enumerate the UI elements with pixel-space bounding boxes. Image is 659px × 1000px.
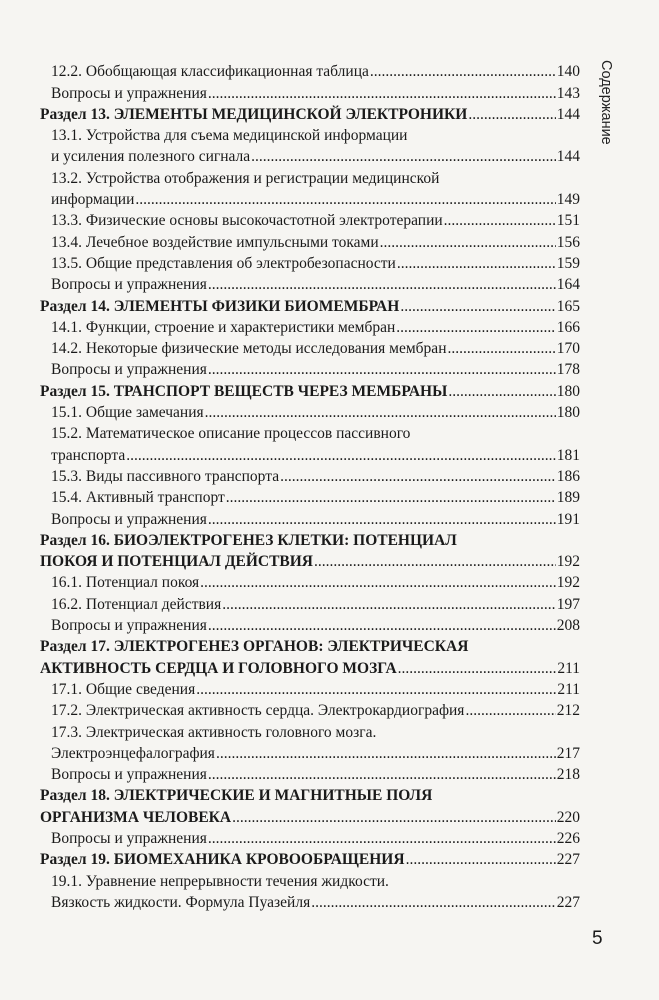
- toc-leader-dots: [448, 338, 556, 359]
- toc-section-row: [40, 104, 580, 125]
- toc-entry-row: [40, 167, 580, 188]
- toc-entry-row: [40, 593, 580, 614]
- toc-section-row: [40, 657, 580, 678]
- toc-entry-row: [40, 231, 580, 252]
- toc-entry-row: [40, 679, 580, 700]
- toc-section-title: АКТИВНОСТЬ СЕРДЦА И ГОЛОВНОГО МОЗГА: [40, 659, 397, 677]
- toc-section-title: Раздел 13. ЭЛЕМЕНТЫ МЕДИЦИНСКОЙ ЭЛЕКТРОНИКИ: [40, 105, 468, 123]
- toc-section-row: [40, 530, 580, 551]
- toc-section-title: Раздел 19. БИОМЕХАНИКА КРОВООБРАЩЕНИЯ: [40, 851, 405, 869]
- toc-entry-title: 16.1. Потенциал покоя: [51, 574, 200, 592]
- toc-leader-dots: [444, 210, 556, 231]
- toc-section-title: ОРГАНИЗМА ЧЕЛОВЕКА: [40, 808, 232, 826]
- toc-entry-row: [40, 764, 580, 785]
- toc-page-number: 192: [556, 553, 580, 571]
- toc-page-number: 192: [556, 574, 580, 592]
- toc-page-number: 165: [556, 297, 580, 315]
- toc-leader-dots: [208, 828, 556, 849]
- toc-section-title: Раздел 17. ЭЛЕКТРОГЕНЕЗ ОРГАНОВ: ЭЛЕКТРИЧЕСКАЯ: [40, 638, 469, 656]
- toc-leader-dots: [398, 658, 557, 679]
- toc-entry-title: 13.5. Общие представления об электробезопасности: [51, 254, 396, 272]
- toc-leader-dots: [406, 849, 556, 870]
- toc-leader-dots: [216, 743, 556, 764]
- toc-entry-row: [40, 189, 580, 210]
- toc-entry-title: 13.1. Устройства для съема медицинской информации: [51, 127, 408, 145]
- toc-entry-row: [40, 572, 580, 593]
- toc-entry-row: [40, 253, 580, 274]
- toc-page-number: 151: [556, 212, 580, 230]
- toc-page-number: 186: [556, 467, 580, 485]
- toc-entry-title: 13.2. Устройства отображения и регистрации медицинской: [51, 169, 440, 187]
- toc-entry-row: [40, 338, 580, 359]
- toc-page-number: 189: [556, 489, 580, 507]
- toc-leader-dots: [208, 615, 556, 636]
- toc-leader-dots: [208, 274, 556, 295]
- toc-section-title: Раздел 14. ЭЛЕМЕНТЫ ФИЗИКИ БИОМЕМБРАН: [40, 297, 400, 315]
- toc-page-number: 164: [556, 276, 580, 294]
- toc-page-number: 211: [557, 680, 580, 698]
- toc-page-number: 140: [556, 63, 580, 81]
- toc-entry-title: Вопросы и упражнения: [51, 829, 207, 847]
- toc-page-number: 170: [556, 340, 580, 358]
- toc-leader-dots: [396, 317, 555, 338]
- toc-leader-dots: [208, 359, 556, 380]
- toc-entry-title: 15.1. Общие замечания: [51, 404, 204, 422]
- toc-entry-title: Вязкость жидкости. Формула Пуазейля: [51, 893, 311, 911]
- toc-page-number: 143: [556, 84, 580, 102]
- toc-leader-dots: [280, 466, 556, 487]
- toc-leader-dots: [135, 189, 555, 210]
- toc-entry-row: [40, 317, 580, 338]
- toc-leader-dots: [226, 487, 556, 508]
- toc-page-number: 178: [556, 361, 580, 379]
- toc-leader-dots: [196, 679, 556, 700]
- toc-entry-title: информации: [51, 191, 135, 209]
- toc-leader-dots: [222, 594, 556, 615]
- toc-entry-row: [40, 892, 580, 913]
- toc-entry-row: [40, 466, 580, 487]
- toc-entry-title: Вопросы и упражнения: [51, 617, 207, 635]
- table-of-contents: [40, 61, 580, 913]
- toc-entry-row: [40, 402, 580, 423]
- toc-entry-title: 17.1. Общие сведения: [51, 680, 196, 698]
- running-header: Содержание: [598, 60, 614, 145]
- toc-section-title: Раздел 18. ЭЛЕКТРИЧЕСКИЕ И МАГНИТНЫЕ ПОЛЯ: [40, 787, 433, 805]
- toc-entry-title: 17.3. Электрическая активность головного мозга.: [51, 723, 377, 741]
- toc-entry-row: [40, 700, 580, 721]
- toc-leader-dots: [251, 146, 556, 167]
- toc-entry-row: [40, 359, 580, 380]
- toc-entry-row: [40, 274, 580, 295]
- toc-page-number: 226: [556, 829, 580, 847]
- toc-leader-dots: [314, 551, 556, 572]
- toc-entry-row: [40, 721, 580, 742]
- toc-entry-row: [40, 146, 580, 167]
- toc-entry-title: 15.4. Активный транспорт: [51, 489, 225, 507]
- toc-page-number: 217: [556, 744, 580, 762]
- toc-section-row: [40, 295, 580, 316]
- toc-entry-title: Вопросы и упражнения: [51, 766, 207, 784]
- toc-entry-row: [40, 210, 580, 231]
- toc-entry-title: 13.3. Физические основы высокочастотной электротерапии: [51, 212, 443, 230]
- toc-entry-row: [40, 615, 580, 636]
- toc-leader-dots: [400, 296, 555, 317]
- toc-entry-title: транспорта: [51, 446, 126, 464]
- toc-entry-title: Вопросы и упражнения: [51, 361, 207, 379]
- toc-leader-dots: [468, 104, 555, 125]
- toc-page-number: 180: [556, 382, 580, 400]
- toc-section-title: Раздел 16. БИОЭЛЕКТРОГЕНЕЗ КЛЕТКИ: ПОТЕНЦИАЛ: [40, 531, 457, 549]
- toc-leader-dots: [208, 83, 556, 104]
- toc-page-number: 166: [556, 318, 580, 336]
- toc-section-row: [40, 636, 580, 657]
- toc-section-row: [40, 849, 580, 870]
- toc-page-number: 227: [556, 851, 580, 869]
- toc-page-number: 211: [557, 659, 580, 677]
- toc-entry-title: 13.4. Лечебное воздействие импульсными токами: [51, 233, 379, 251]
- toc-entry-title: 19.1. Уравнение непрерывности течения жидкости.: [51, 872, 389, 890]
- toc-page-number: 180: [556, 404, 580, 422]
- toc-leader-dots: [126, 445, 556, 466]
- toc-entry-title: Электроэнцефалография: [51, 744, 215, 762]
- toc-entry-title: 15.2. Математическое описание процессов пассивного: [51, 425, 411, 443]
- toc-leader-dots: [232, 807, 556, 828]
- toc-page-number: 159: [556, 254, 580, 272]
- toc-page-number: 149: [556, 191, 580, 209]
- toc-page-number: 220: [556, 808, 580, 826]
- toc-entry-title: 14.2. Некоторые физические методы исследования мембран: [51, 340, 447, 358]
- toc-entry-row: [40, 125, 580, 146]
- toc-entry-row: [40, 743, 580, 764]
- toc-entry-title: 15.3. Виды пассивного транспорта: [51, 467, 280, 485]
- toc-entry-row: [40, 82, 580, 103]
- toc-section-row: [40, 551, 580, 572]
- toc-leader-dots: [448, 381, 555, 402]
- toc-entry-row: [40, 487, 580, 508]
- toc-page-number: 208: [556, 617, 580, 635]
- toc-section-title: Раздел 15. ТРАНСПОРТ ВЕЩЕСТВ ЧЕРЕЗ МЕМБРАНЫ: [40, 382, 448, 400]
- toc-entry-title: 14.1. Функции, строение и характеристики мембран: [51, 318, 396, 336]
- toc-page-number: 144: [556, 105, 580, 123]
- toc-leader-dots: [208, 509, 556, 530]
- toc-entry-row: [40, 423, 580, 444]
- toc-leader-dots: [380, 232, 556, 253]
- page-number: 5: [592, 928, 603, 949]
- toc-entry-title: 16.2. Потенциал действия: [51, 595, 222, 613]
- toc-entry-title: Вопросы и упражнения: [51, 84, 207, 102]
- toc-page-number: 218: [556, 766, 580, 784]
- toc-entry-title: 12.2. Обобщающая классификационная таблица: [51, 63, 369, 81]
- toc-entry-row: [40, 870, 580, 891]
- toc-entry-row: [40, 444, 580, 465]
- toc-page-number: 227: [556, 893, 580, 911]
- toc-leader-dots: [311, 892, 556, 913]
- toc-entry-row: [40, 508, 580, 529]
- toc-section-row: [40, 806, 580, 827]
- toc-leader-dots: [205, 402, 556, 423]
- toc-section-title: ПОКОЯ И ПОТЕНЦИАЛ ДЕЙСТВИЯ: [40, 553, 314, 571]
- toc-entry-title: Вопросы и упражнения: [51, 510, 207, 528]
- toc-page-number: 191: [556, 510, 580, 528]
- toc-entry-title: и усиления полезного сигнала: [51, 148, 251, 166]
- toc-leader-dots: [200, 572, 556, 593]
- toc-page-number: 181: [556, 446, 580, 464]
- toc-leader-dots: [208, 764, 556, 785]
- toc-page-number: 144: [556, 148, 580, 166]
- toc-section-row: [40, 380, 580, 401]
- toc-leader-dots: [397, 253, 556, 274]
- toc-entry-row: [40, 61, 580, 82]
- toc-entry-title: 17.2. Электрическая активность сердца. Электрокардиография: [51, 702, 465, 720]
- toc-section-row: [40, 785, 580, 806]
- toc-entry-row: [40, 828, 580, 849]
- toc-leader-dots: [465, 700, 555, 721]
- toc-page-number: 156: [556, 233, 580, 251]
- toc-page-number: 197: [556, 595, 580, 613]
- toc-page-number: 212: [556, 702, 580, 720]
- toc-leader-dots: [370, 61, 556, 82]
- toc-entry-title: Вопросы и упражнения: [51, 276, 207, 294]
